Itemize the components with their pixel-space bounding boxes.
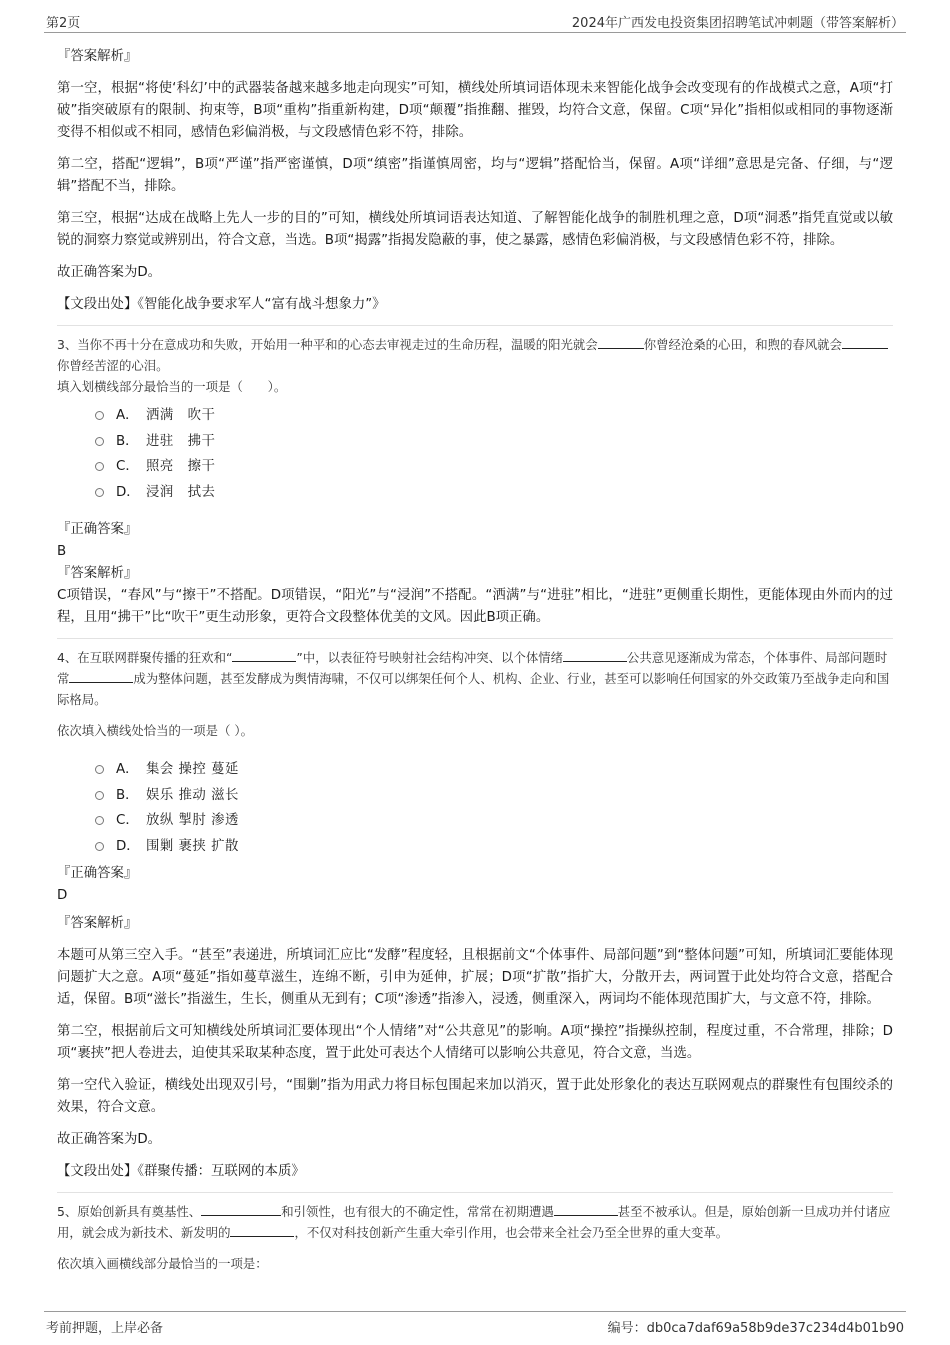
q2-conclusion: 故正确答案为D。 bbox=[57, 265, 162, 280]
radio-button[interactable] bbox=[95, 765, 104, 774]
page-footer bbox=[44, 1311, 906, 1334]
radio-button[interactable] bbox=[95, 842, 104, 851]
q3-analysis-label: 『答案解析』 bbox=[57, 566, 138, 581]
q4-analysis-para-1: 本题可从第三空入手。“甚至”表递进，所填词汇应比“发酵”程度轻，且根据前文“个体事件、局部问题”到“整体问题”可知，所填词汇要能体现问题扩大之意。A项“蔓延”指如蔓草滋生，连绵不断，引申为延伸，扩展；D项“扩散”指扩大，分散开去，两词置于此处均符合文意，搭配合适，保留。B项“滋长”指滋生，生长，侧重从无到有；C项“渗透”指渗入，浸透，侧重深入，两词均不能体现范围扩大，与文意不符，排除。 bbox=[57, 948, 893, 1007]
fill-blank bbox=[230, 1223, 294, 1237]
q4-prompt: 依次填入横线处恰当的一项是（ ）。 bbox=[57, 723, 253, 738]
page-header bbox=[44, 12, 906, 33]
q3-option-a[interactable]: A． 洒满 吹干 bbox=[95, 403, 893, 429]
radio-button[interactable] bbox=[95, 437, 104, 446]
q2-analysis-label: 『答案解析』 bbox=[57, 49, 138, 64]
fill-blank bbox=[69, 669, 133, 683]
radio-button[interactable] bbox=[95, 488, 104, 497]
q2-analysis-para-3: 第三空，根据“达成在战略上先人一步的目的”可知，横线处所填词语表达知道、了解智能化战争的制胜机理之意，D项“洞悉”指凭直觉或以敏锐的洞察力察觉或辨别出，符合文意，当选。B项“揭露”指揭发隐蔽的事，使之暴露，感情色彩偏消极，与文段感情色彩不符，排除。 bbox=[57, 211, 893, 248]
q4-stem: 4、在互联网群聚传播的狂欢和“ ”中，以表征符号映射社会结构冲突、以个体情绪 公共意见逐渐成为常态，个体事件、局部问题时常 成为整体问题，甚至发酵成为舆情海啸，不仅可以绑架任何个人、机构、企业、行业，甚至可以影响任何国家的外交政策乃至战争走向和国际格局。 bbox=[57, 650, 890, 707]
q4-answer-label: 『正确答案』 bbox=[57, 866, 138, 881]
fill-blank bbox=[232, 648, 296, 662]
question-divider bbox=[57, 325, 893, 326]
q3-option-d[interactable]: D． 浸润 拭去 bbox=[95, 480, 893, 506]
q5-stem: 5、原始创新具有奠基性、 和引领性，也有很大的不确定性，常常在初期遭遇 甚至不被承认。但是，原始创新一旦成功并付诸应用，就会成为新技术、新发明的 ，不仅对科技创新产生重大牵引作用，也会带来全社会乃至全世界的重大变革。 bbox=[57, 1204, 891, 1240]
fill-blank bbox=[201, 1202, 281, 1216]
radio-button[interactable] bbox=[95, 462, 104, 471]
document-title: 2024年广西发电投资集团招聘笔试冲刺题（带答案解析） bbox=[571, 16, 904, 31]
fill-blank bbox=[563, 648, 627, 662]
q4-answer: D bbox=[57, 888, 68, 903]
radio-button[interactable] bbox=[95, 411, 104, 420]
q3-option-c[interactable]: C． 照亮 擦干 bbox=[95, 454, 893, 480]
q3-options bbox=[95, 403, 893, 505]
q4-analysis-para-3: 第一空代入验证，横线处出现双引号，“围剿”指为用武力将目标包围起来加以消灭，置于此处形象化的表达互联网观点的群聚性有包围绞杀的效果，符合文意。 bbox=[57, 1078, 893, 1115]
q2-source: 【文段出处】《智能化战争要求军人“富有战斗想象力”》 bbox=[57, 297, 386, 312]
q3-stem: 3、当你不再十分在意成功和失败，开始用一种平和的心态去审视走过的生命历程，温暖的阳光就会 你曾经沧桑的心田，和煦的春风就会你曾经苦涩的心泪。 bbox=[57, 334, 893, 376]
page-content bbox=[57, 46, 893, 1274]
fill-blank bbox=[554, 1202, 618, 1216]
q3-answer: B bbox=[57, 544, 67, 559]
fill-blank bbox=[598, 335, 644, 349]
q3-analysis: C项错误，“春风”与“擦干”不搭配。D项错误，“阳光”与“浸润”不搭配。“洒满”与“进驻”相比，“进驻”更侧重长期性，更能体现由外而内的过程，且用“拂干”比“吹干”更生动形象，更符合文段整体优美的文风。因此B项正确。 bbox=[57, 588, 893, 625]
q4-option-b[interactable]: B． 娱乐 推动 滋长 bbox=[95, 783, 893, 809]
question-divider bbox=[57, 1192, 893, 1193]
q2-analysis-para-2: 第二空，搭配“逻辑”，B项“严谨”指严密谨慎，D项“缜密”指谨慎周密，均与“逻辑”搭配恰当，保留。A项“详细”意思是完备、仔细，与“逻辑”搭配不当，排除。 bbox=[57, 157, 893, 194]
q4-option-a[interactable]: A． 集会 操控 蔓延 bbox=[95, 757, 893, 783]
q4-analysis-label: 『答案解析』 bbox=[57, 916, 138, 931]
radio-button[interactable] bbox=[95, 791, 104, 800]
q4-option-d[interactable]: D． 围剿 裹挟 扩散 bbox=[95, 834, 893, 860]
q4-conclusion: 故正确答案为D。 bbox=[57, 1132, 162, 1147]
q4-option-c[interactable]: C． 放纵 掣肘 渗透 bbox=[95, 808, 893, 834]
footer-slogan: 考前押题，上岸必备 bbox=[46, 1321, 164, 1336]
q4-options bbox=[95, 757, 893, 859]
q3-option-b[interactable]: B． 进驻 拂干 bbox=[95, 429, 893, 455]
q3-answer-label: 『正确答案』 bbox=[57, 522, 138, 537]
q5-prompt: 依次填入画横线部分最恰当的一项是： bbox=[57, 1256, 268, 1271]
fill-blank bbox=[842, 335, 888, 349]
q4-analysis-para-2: 第二空，根据前后文可知横线处所填词汇要体现出“个人情绪”对“公共意见”的影响。A项“操控”指操纵控制，程度过重，不合常理，排除；D项“裹挟”把人卷进去，迫使其采取某种态度，置于此处可表达个人情绪可以影响公共意见，符合文意，当选。 bbox=[57, 1024, 893, 1061]
document-serial: 编号：db0ca7daf69a58b9de37c234d4b01b90 bbox=[607, 1321, 904, 1336]
q2-analysis-para-1: 第一空，根据“将使‘科幻’中的武器装备越来越多地走向现实”可知，横线处所填词语体现未来智能化战争会改变现有的作战模式之意，A项“打破”指突破原有的限制、拘束等，B项“重构”指重新构建，D项“颠覆”指推翻、摧毁，均符合文意，保留。C项“异化”指相似或相同的事物逐渐变得不相似或不相同，感情色彩偏消极，与文段感情色彩不符，排除。 bbox=[57, 81, 893, 140]
radio-button[interactable] bbox=[95, 816, 104, 825]
q4-source: 【文段出处】《群聚传播：互联网的本质》 bbox=[57, 1164, 305, 1179]
page-number: 第2页 bbox=[46, 16, 81, 31]
q3-prompt: 填入划横线部分最恰当的一项是（ ）。 bbox=[57, 379, 287, 394]
question-divider bbox=[57, 638, 893, 639]
